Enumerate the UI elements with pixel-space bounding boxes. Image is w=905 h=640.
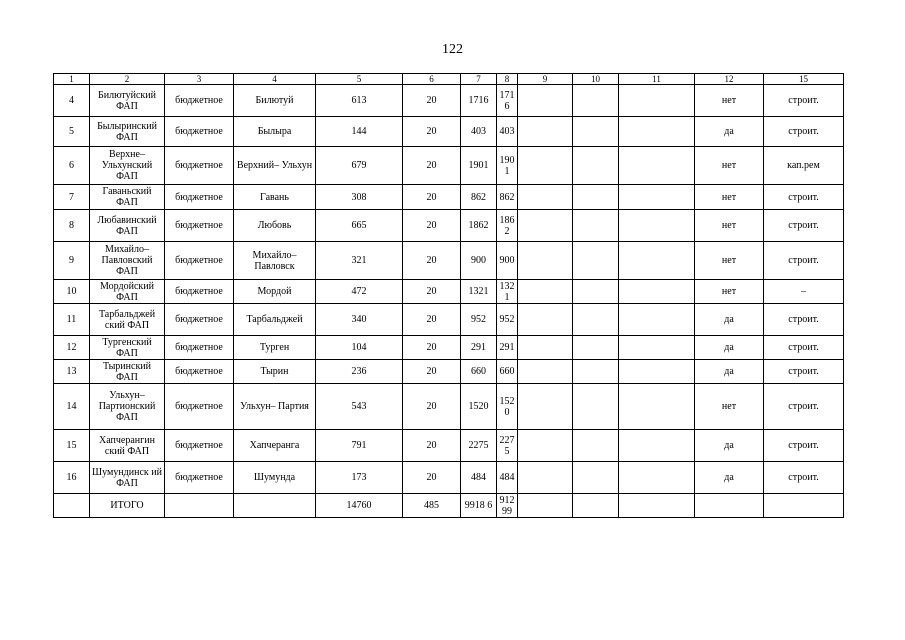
- table-row: [54, 430, 844, 462]
- settlement-cell: Билютуй: [234, 85, 316, 117]
- value-col-10-cell: [573, 360, 619, 384]
- work-type-cell: –: [764, 280, 844, 304]
- settlement-cell: Шумунда: [234, 462, 316, 494]
- table-row: [54, 384, 844, 430]
- value-col-12-cell: нет: [695, 210, 764, 242]
- work-type-cell: строит.: [764, 384, 844, 430]
- value-col-10-cell: [573, 280, 619, 304]
- work-type-cell: строит.: [764, 85, 844, 117]
- table-row: [54, 462, 844, 494]
- settlement-cell: Верхний– Ульхун: [234, 147, 316, 185]
- value-col-10-cell: [573, 384, 619, 430]
- value-col-12-cell: нет: [695, 85, 764, 117]
- column-header: 10: [573, 74, 619, 85]
- value-col-7-cell: 1321: [461, 280, 497, 304]
- fap-name-cell: Тарбальджей ский ФАП: [90, 304, 165, 336]
- value-col-11-cell: [619, 384, 695, 430]
- row-number-cell: 6: [54, 147, 90, 185]
- column-header: 7: [461, 74, 497, 85]
- value-col-9-cell: [518, 384, 573, 430]
- value-col-8-cell: 484: [497, 462, 518, 494]
- settlement-cell: Турген: [234, 336, 316, 360]
- table-row: [54, 280, 844, 304]
- row-number-cell: 13: [54, 360, 90, 384]
- value-col-6-cell: 20: [403, 85, 461, 117]
- value-col-5-cell: 236: [316, 360, 403, 384]
- row-number-cell: 16: [54, 462, 90, 494]
- row-number-cell: 9: [54, 242, 90, 280]
- fap-name-cell: Мордойский ФАП: [90, 280, 165, 304]
- settlement-cell: Тарбальджей: [234, 304, 316, 336]
- row-number-cell: 4: [54, 85, 90, 117]
- value-col-6-cell: 20: [403, 242, 461, 280]
- fap-name-cell: Гаваньский ФАП: [90, 185, 165, 210]
- value-col-9-cell: [518, 117, 573, 147]
- table-row: [54, 242, 844, 280]
- row-number-cell: [54, 494, 90, 518]
- settlement-cell: [234, 494, 316, 518]
- value-col-12-cell: нет: [695, 384, 764, 430]
- table-row: [54, 304, 844, 336]
- funding-type-cell: бюджетное: [165, 117, 234, 147]
- funding-type-cell: бюджетное: [165, 242, 234, 280]
- fap-name-cell: Тыринский ФАП: [90, 360, 165, 384]
- fap-name-cell: Любавинский ФАП: [90, 210, 165, 242]
- value-col-9-cell: [518, 360, 573, 384]
- table-row: [54, 85, 844, 117]
- total-label-cell: ИТОГО: [90, 494, 165, 518]
- value-col-12-cell: нет: [695, 185, 764, 210]
- value-col-10-cell: [573, 85, 619, 117]
- row-number-cell: 5: [54, 117, 90, 147]
- table-row: [54, 336, 844, 360]
- work-type-cell: строит.: [764, 185, 844, 210]
- value-col-11-cell: [619, 210, 695, 242]
- row-number-cell: 10: [54, 280, 90, 304]
- value-col-8-cell: 227 5: [497, 430, 518, 462]
- funding-type-cell: бюджетное: [165, 336, 234, 360]
- value-col-10-cell: [573, 147, 619, 185]
- fap-name-cell: Хапчерангин ский ФАП: [90, 430, 165, 462]
- settlement-cell: Любовь: [234, 210, 316, 242]
- value-col-11-cell: [619, 360, 695, 384]
- work-type-cell: строит.: [764, 462, 844, 494]
- value-col-8-cell: 403: [497, 117, 518, 147]
- value-col-8-cell: 171 6: [497, 85, 518, 117]
- value-col-7-cell: 484: [461, 462, 497, 494]
- value-col-11-cell: [619, 147, 695, 185]
- fap-name-cell: Былыринский ФАП: [90, 117, 165, 147]
- table-body: [54, 74, 844, 518]
- value-col-10-cell: [573, 430, 619, 462]
- funding-type-cell: бюджетное: [165, 384, 234, 430]
- value-col-6-cell: 485: [403, 494, 461, 518]
- value-col-11-cell: [619, 336, 695, 360]
- column-header: 15: [764, 74, 844, 85]
- funding-type-cell: бюджетное: [165, 185, 234, 210]
- value-col-8-cell: 186 2: [497, 210, 518, 242]
- funding-type-cell: бюджетное: [165, 147, 234, 185]
- value-col-10-cell: [573, 494, 619, 518]
- row-number-cell: 15: [54, 430, 90, 462]
- funding-type-cell: бюджетное: [165, 280, 234, 304]
- value-col-10-cell: [573, 117, 619, 147]
- value-col-11-cell: [619, 494, 695, 518]
- value-col-8-cell: 132 1: [497, 280, 518, 304]
- value-col-12-cell: нет: [695, 280, 764, 304]
- value-col-7-cell: 900: [461, 242, 497, 280]
- value-col-6-cell: 20: [403, 384, 461, 430]
- row-number-cell: 11: [54, 304, 90, 336]
- funding-type-cell: бюджетное: [165, 304, 234, 336]
- work-type-cell: кап.рем: [764, 147, 844, 185]
- column-header: 3: [165, 74, 234, 85]
- column-header: 8: [497, 74, 518, 85]
- value-col-10-cell: [573, 210, 619, 242]
- value-col-10-cell: [573, 304, 619, 336]
- settlement-cell: Михайло– Павловск: [234, 242, 316, 280]
- value-col-10-cell: [573, 336, 619, 360]
- value-col-6-cell: 20: [403, 147, 461, 185]
- value-col-5-cell: 679: [316, 147, 403, 185]
- row-number-cell: 7: [54, 185, 90, 210]
- value-col-9-cell: [518, 336, 573, 360]
- value-col-6-cell: 20: [403, 117, 461, 147]
- row-number-cell: 12: [54, 336, 90, 360]
- table-row: [54, 147, 844, 185]
- settlement-cell: Тырин: [234, 360, 316, 384]
- column-header: 5: [316, 74, 403, 85]
- value-col-7-cell: 1520: [461, 384, 497, 430]
- value-col-8-cell: 900: [497, 242, 518, 280]
- value-col-6-cell: 20: [403, 185, 461, 210]
- value-col-5-cell: 144: [316, 117, 403, 147]
- value-col-9-cell: [518, 430, 573, 462]
- work-type-cell: строит.: [764, 242, 844, 280]
- value-col-7-cell: 660: [461, 360, 497, 384]
- table-row: [54, 185, 844, 210]
- fap-name-cell: Тургенский ФАП: [90, 336, 165, 360]
- value-col-7-cell: 9918 6: [461, 494, 497, 518]
- value-col-12-cell: [695, 494, 764, 518]
- value-col-11-cell: [619, 242, 695, 280]
- value-col-5-cell: 543: [316, 384, 403, 430]
- value-col-7-cell: 862: [461, 185, 497, 210]
- value-col-6-cell: 20: [403, 462, 461, 494]
- value-col-11-cell: [619, 85, 695, 117]
- value-col-6-cell: 20: [403, 280, 461, 304]
- value-col-8-cell: 660: [497, 360, 518, 384]
- value-col-11-cell: [619, 117, 695, 147]
- value-col-6-cell: 20: [403, 210, 461, 242]
- work-type-cell: строит.: [764, 360, 844, 384]
- column-header: 2: [90, 74, 165, 85]
- column-header: 9: [518, 74, 573, 85]
- table-row: [54, 117, 844, 147]
- work-type-cell: строит.: [764, 210, 844, 242]
- work-type-cell: строит.: [764, 304, 844, 336]
- value-col-6-cell: 20: [403, 430, 461, 462]
- value-col-7-cell: 1716: [461, 85, 497, 117]
- column-header: 6: [403, 74, 461, 85]
- value-col-7-cell: 2275: [461, 430, 497, 462]
- funding-type-cell: бюджетное: [165, 462, 234, 494]
- work-type-cell: строит.: [764, 336, 844, 360]
- funding-type-cell: бюджетное: [165, 360, 234, 384]
- value-col-5-cell: 173: [316, 462, 403, 494]
- value-col-12-cell: нет: [695, 147, 764, 185]
- value-col-5-cell: 14760: [316, 494, 403, 518]
- funding-type-cell: [165, 494, 234, 518]
- value-col-9-cell: [518, 494, 573, 518]
- value-col-6-cell: 20: [403, 360, 461, 384]
- funding-type-cell: бюджетное: [165, 85, 234, 117]
- value-col-11-cell: [619, 280, 695, 304]
- value-col-9-cell: [518, 85, 573, 117]
- page-number: 122: [442, 42, 463, 57]
- work-type-cell: строит.: [764, 117, 844, 147]
- value-col-8-cell: 862: [497, 185, 518, 210]
- value-col-12-cell: да: [695, 360, 764, 384]
- value-col-7-cell: 403: [461, 117, 497, 147]
- column-header: 11: [619, 74, 695, 85]
- header-row: [54, 74, 844, 85]
- settlement-cell: Хапчеранга: [234, 430, 316, 462]
- work-type-cell: строит.: [764, 430, 844, 462]
- value-col-12-cell: да: [695, 336, 764, 360]
- value-col-12-cell: да: [695, 117, 764, 147]
- value-col-8-cell: 152 0: [497, 384, 518, 430]
- value-col-11-cell: [619, 462, 695, 494]
- value-col-10-cell: [573, 462, 619, 494]
- value-col-5-cell: 321: [316, 242, 403, 280]
- total-row: [54, 494, 844, 518]
- table-row: [54, 210, 844, 242]
- value-col-10-cell: [573, 185, 619, 210]
- value-col-9-cell: [518, 242, 573, 280]
- value-col-11-cell: [619, 304, 695, 336]
- table-row: [54, 360, 844, 384]
- column-header: 1: [54, 74, 90, 85]
- value-col-12-cell: да: [695, 430, 764, 462]
- value-col-7-cell: 952: [461, 304, 497, 336]
- value-col-8-cell: 912 99: [497, 494, 518, 518]
- value-col-5-cell: 472: [316, 280, 403, 304]
- fap-name-cell: Верхне– Ульхунский ФАП: [90, 147, 165, 185]
- value-col-8-cell: 291: [497, 336, 518, 360]
- settlement-cell: Ульхун– Партия: [234, 384, 316, 430]
- value-col-6-cell: 20: [403, 336, 461, 360]
- settlement-cell: Гавань: [234, 185, 316, 210]
- value-col-5-cell: 308: [316, 185, 403, 210]
- value-col-9-cell: [518, 280, 573, 304]
- settlement-cell: Мордой: [234, 280, 316, 304]
- work-type-cell: [764, 494, 844, 518]
- column-header: 4: [234, 74, 316, 85]
- row-number-cell: 14: [54, 384, 90, 430]
- value-col-9-cell: [518, 210, 573, 242]
- settlement-cell: Былыра: [234, 117, 316, 147]
- row-number-cell: 8: [54, 210, 90, 242]
- value-col-12-cell: нет: [695, 242, 764, 280]
- value-col-5-cell: 613: [316, 85, 403, 117]
- value-col-5-cell: 665: [316, 210, 403, 242]
- fap-name-cell: Ульхун– Партионский ФАП: [90, 384, 165, 430]
- value-col-5-cell: 340: [316, 304, 403, 336]
- value-col-8-cell: 952: [497, 304, 518, 336]
- value-col-8-cell: 190 1: [497, 147, 518, 185]
- value-col-6-cell: 20: [403, 304, 461, 336]
- value-col-5-cell: 791: [316, 430, 403, 462]
- value-col-9-cell: [518, 185, 573, 210]
- value-col-7-cell: 1901: [461, 147, 497, 185]
- funding-type-cell: бюджетное: [165, 210, 234, 242]
- value-col-7-cell: 1862: [461, 210, 497, 242]
- value-col-9-cell: [518, 304, 573, 336]
- fap-name-cell: Михайло– Павловский ФАП: [90, 242, 165, 280]
- column-header: 12: [695, 74, 764, 85]
- value-col-11-cell: [619, 185, 695, 210]
- value-col-10-cell: [573, 242, 619, 280]
- fap-table: [53, 73, 844, 518]
- value-col-12-cell: да: [695, 304, 764, 336]
- funding-type-cell: бюджетное: [165, 430, 234, 462]
- value-col-11-cell: [619, 430, 695, 462]
- value-col-9-cell: [518, 147, 573, 185]
- value-col-7-cell: 291: [461, 336, 497, 360]
- fap-name-cell: Шумундинск ий ФАП: [90, 462, 165, 494]
- value-col-9-cell: [518, 462, 573, 494]
- value-col-5-cell: 104: [316, 336, 403, 360]
- fap-name-cell: Билютуйский ФАП: [90, 85, 165, 117]
- value-col-12-cell: да: [695, 462, 764, 494]
